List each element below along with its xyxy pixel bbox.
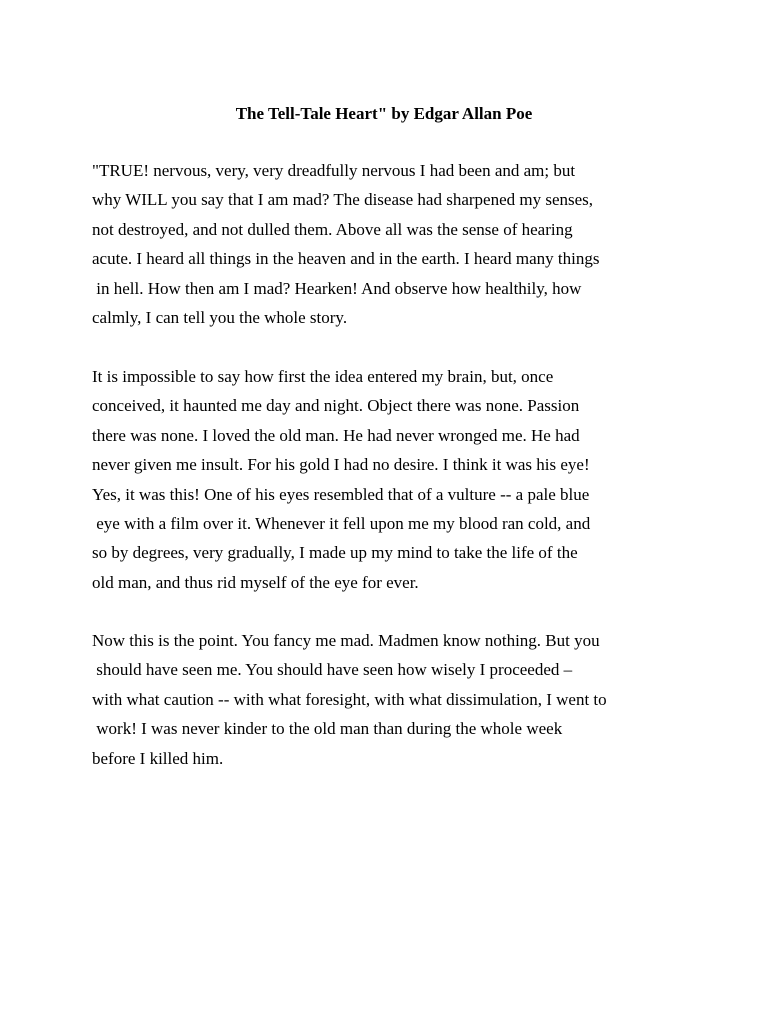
paragraph-3 [92, 626, 732, 773]
text-line: should have seen me. You should have seen how wisely I proceeded – [92, 660, 573, 680]
text-line: never given me insult. For his gold I had no desire. I think it was his eye! [92, 455, 590, 475]
text-line: calmly, I can tell you the whole story. [92, 307, 348, 327]
text-line: there was none. I loved the old man. He had never wronged me. He had [92, 425, 580, 445]
paragraph-1 [92, 156, 732, 332]
text-line: so by degrees, very gradually, I made up my mind to take the life of the [92, 543, 578, 563]
text-line: Yes, it was this! One of his eyes resembled that of a vulture -- a pale blue [92, 484, 590, 504]
paragraph-2 [92, 362, 732, 597]
text-line: old man, and thus rid myself of the eye for ever. [92, 572, 419, 592]
document-title: The Tell-Tale Heart" by Edgar Allan Poe [235, 104, 533, 123]
text-line: with what caution -- with what foresight, with what dissimulation, I went to [92, 689, 607, 709]
text-line: acute. I heard all things in the heaven and in the earth. I heard many things [92, 249, 600, 269]
text-line: conceived, it haunted me day and night. Object there was none. Passion [92, 396, 580, 416]
text-line: before I killed him. [92, 748, 224, 768]
text-line: It is impossible to say how first the idea entered my brain, but, once [92, 367, 554, 386]
text-line: why WILL you say that I am mad? The disease had sharpened my senses, [92, 190, 594, 210]
text-line: in hell. How then am I mad? Hearken! And observe how healthily, how [92, 278, 582, 298]
text-line: Now this is the point. You fancy me mad. Madmen know nothing. But you [92, 631, 600, 650]
text-line: not destroyed, and not dulled them. Above all was the sense of hearing [92, 219, 573, 239]
text-line: work! I was never kinder to the old man than during the whole week [92, 719, 563, 739]
text-line: "TRUE! nervous, very, very dreadfully nervous I had been and am; but [92, 161, 576, 180]
text-line: eye with a film over it. Whenever it fell upon me my blood ran cold, and [92, 513, 591, 533]
